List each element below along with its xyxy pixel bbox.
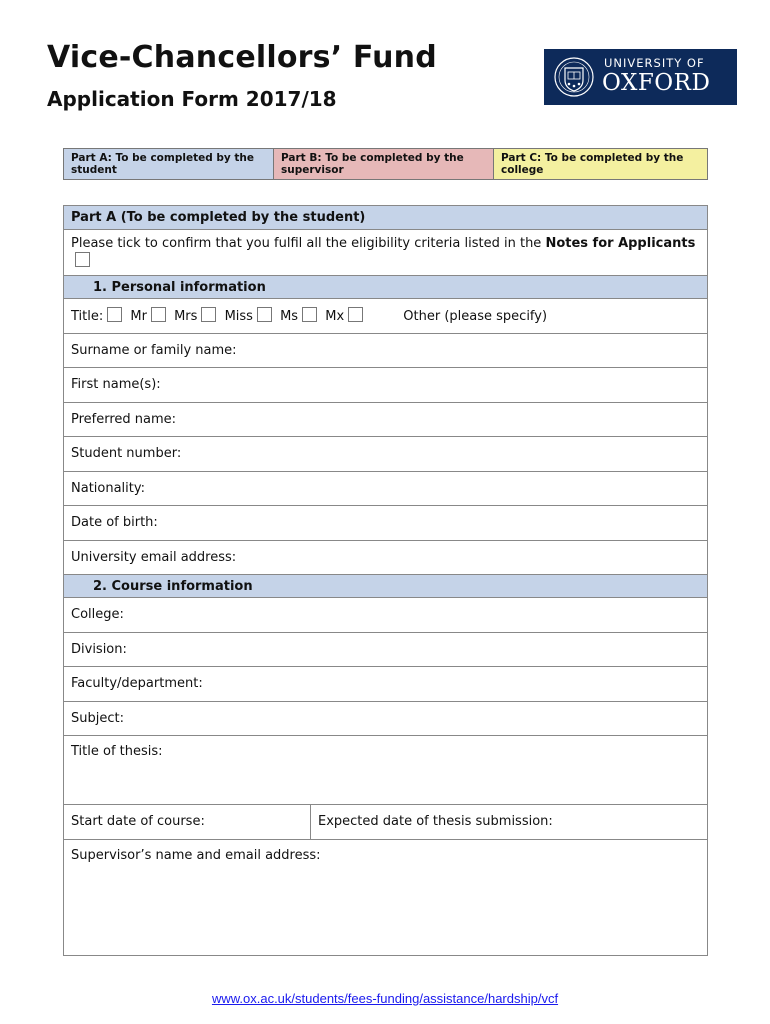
- supervisor-field[interactable]: Supervisor’s name and email address:: [64, 839, 708, 955]
- eligibility-text: Please tick to confirm that you fulfil all the eligibility criteria listed in the: [71, 235, 546, 251]
- application-form: [63, 205, 708, 956]
- division-field[interactable]: Division:: [64, 632, 708, 667]
- title-label: Title:: [71, 309, 104, 325]
- title-option-mx: Mx: [325, 309, 345, 325]
- logo-top-text: UNIVERSITY OF: [604, 56, 705, 70]
- title-checkbox-miss[interactable]: [257, 307, 272, 322]
- logo-main-text: OXFORD: [602, 70, 711, 96]
- title-option-ms: Ms: [280, 309, 299, 325]
- part-b-legend: Part B: To be completed by the supervisor: [274, 149, 494, 180]
- section-course-heading: 2. Course information: [64, 575, 708, 598]
- date-of-birth-field[interactable]: Date of birth:: [64, 506, 708, 541]
- faculty-field[interactable]: Faculty/department:: [64, 667, 708, 702]
- footer-link[interactable]: www.ox.ac.uk/students/fees-funding/assistance/hardship/vcf: [211, 991, 559, 1006]
- title-row: [64, 299, 708, 334]
- page-title: Vice-Chancellors’ Fund: [47, 40, 437, 75]
- student-number-field[interactable]: Student number:: [64, 437, 708, 472]
- surname-field[interactable]: Surname or family name:: [64, 333, 708, 368]
- expected-submission-field[interactable]: Expected date of thesis submission:: [311, 805, 708, 840]
- part-a-legend: Part A: To be completed by the student: [64, 149, 274, 180]
- title-checkbox-mrs[interactable]: [201, 307, 216, 322]
- university-logo: [544, 49, 737, 105]
- first-name-field[interactable]: First name(s):: [64, 368, 708, 403]
- start-date-field[interactable]: Start date of course:: [64, 805, 311, 840]
- nationality-field[interactable]: Nationality:: [64, 471, 708, 506]
- oxford-crest-icon: [554, 54, 594, 100]
- eligibility-bold: Notes for Applicants: [545, 235, 696, 251]
- title-option-other: Other (please specify): [403, 309, 548, 325]
- title-checkbox-mx[interactable]: [348, 307, 363, 322]
- college-field[interactable]: College:: [64, 598, 708, 633]
- page-subtitle: Application Form 2017/18: [47, 87, 337, 111]
- title-option-mrs: Mrs: [174, 309, 198, 325]
- section-personal-heading: 1. Personal information: [64, 276, 708, 299]
- title-option-miss: Miss: [224, 309, 253, 325]
- title-option-mr: Mr: [130, 309, 147, 325]
- preferred-name-field[interactable]: Preferred name:: [64, 402, 708, 437]
- eligibility-row: [64, 230, 708, 276]
- thesis-title-field[interactable]: Title of thesis:: [64, 736, 708, 805]
- title-checkbox-mr[interactable]: [151, 307, 166, 322]
- eligibility-checkbox[interactable]: [75, 252, 90, 267]
- title-checkbox-blank[interactable]: [107, 307, 122, 322]
- title-checkbox-ms[interactable]: [302, 307, 317, 322]
- subject-field[interactable]: Subject:: [64, 701, 708, 736]
- part-c-legend: Part C: To be completed by the college: [494, 149, 708, 180]
- part-a-heading: Part A (To be completed by the student): [64, 206, 708, 230]
- university-email-field[interactable]: University email address:: [64, 540, 708, 575]
- parts-legend: [63, 148, 708, 180]
